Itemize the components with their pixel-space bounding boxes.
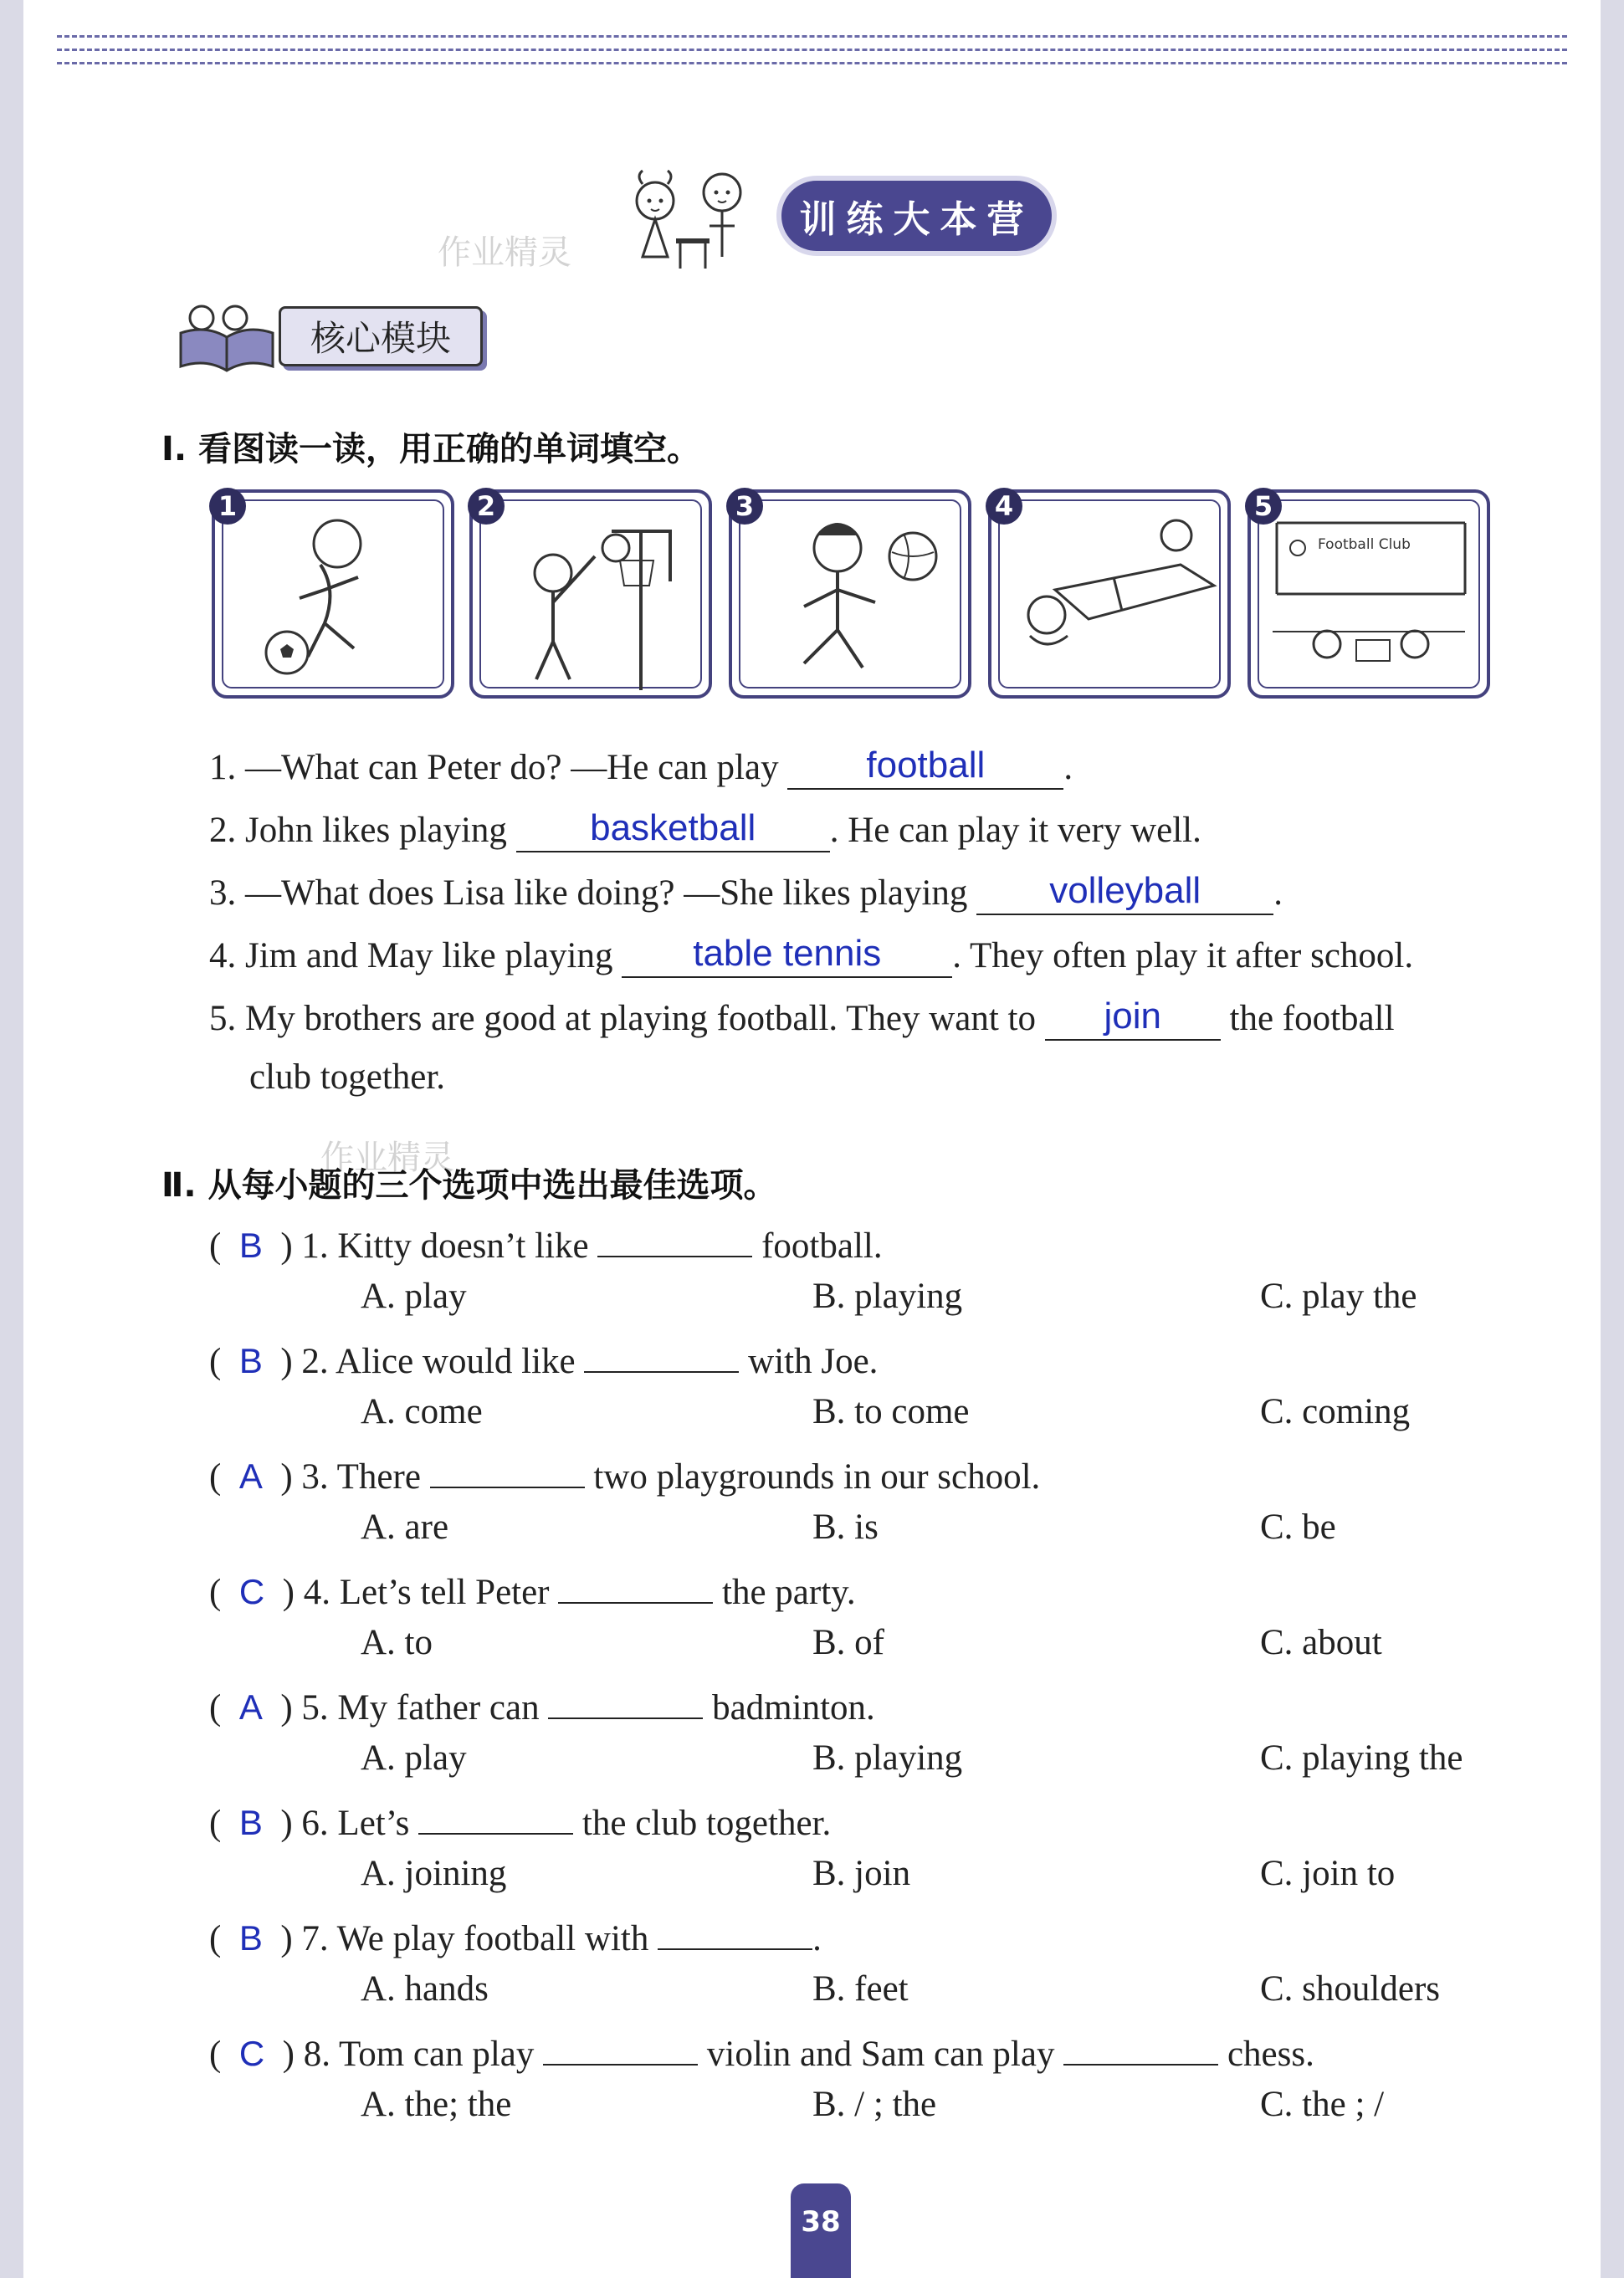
top-dash-divider xyxy=(57,49,1567,51)
item-text: . xyxy=(1273,873,1283,913)
answer-text: join xyxy=(1104,996,1161,1037)
question-7: ( B ) 7. We play football with . xyxy=(209,1918,822,1958)
picture-1 xyxy=(212,489,454,699)
question-stem: 2. Alice would like xyxy=(301,1342,585,1381)
question-2: ( B ) 2. Alice would like with Joe. xyxy=(209,1341,879,1381)
fill-item-5-continuation: club together. xyxy=(249,1057,446,1097)
top-dash-divider xyxy=(57,35,1567,38)
option-c[interactable]: C. be xyxy=(1260,1508,1336,1547)
question-stem: violin and Sam can play xyxy=(698,2035,1064,2074)
option-b[interactable]: B. playing xyxy=(812,1738,963,1778)
choice-answer[interactable]: A xyxy=(238,1456,263,1496)
choice-answer[interactable]: B xyxy=(238,1341,263,1380)
answer-text: table tennis xyxy=(693,933,882,974)
choice-answer[interactable]: B xyxy=(238,1918,263,1958)
stem-blank xyxy=(1063,2039,1218,2066)
option-c[interactable]: C. playing the xyxy=(1260,1738,1463,1778)
option-c[interactable]: C. shoulders xyxy=(1260,1969,1440,2009)
fill-item-2 xyxy=(209,807,1201,852)
option-a[interactable]: A. joining xyxy=(361,1854,507,1893)
choice-answer[interactable]: A xyxy=(238,1687,263,1727)
picture-number: 3 xyxy=(726,488,763,525)
top-dash-divider xyxy=(57,62,1567,64)
option-b[interactable]: B. feet xyxy=(812,1969,909,2009)
picture-number: 2 xyxy=(468,488,505,525)
stem-blank xyxy=(658,1923,812,1950)
option-a[interactable]: A. the; the xyxy=(361,2085,512,2124)
question-stem: 5. My father can xyxy=(301,1688,549,1728)
stem-blank xyxy=(418,1808,573,1835)
volleyball-player-icon xyxy=(737,498,963,690)
answer-blank[interactable] xyxy=(516,807,830,852)
answer-blank[interactable] xyxy=(787,747,1063,790)
option-a[interactable]: A. are xyxy=(361,1508,449,1547)
kids-reading-icon xyxy=(617,159,785,284)
option-c[interactable]: C. the ; / xyxy=(1260,2085,1385,2124)
watermark: 作业精灵 xyxy=(438,233,571,272)
choice-answer[interactable]: C xyxy=(238,2034,265,2073)
picture-number: 5 xyxy=(1245,488,1282,525)
option-a[interactable]: A. play xyxy=(361,1738,467,1778)
question-1: ( B ) 1. Kitty doesn’t like football. xyxy=(209,1226,883,1266)
picture-3 xyxy=(729,489,971,699)
section-2-heading: Ⅱ. 从每小题的三个选项中选出最佳选项。 xyxy=(161,1166,777,1205)
picture-number: 1 xyxy=(209,488,246,525)
football-club-icon xyxy=(1256,498,1482,690)
item-text: the football xyxy=(1220,999,1395,1038)
item-text: . He can play it very well. xyxy=(829,811,1201,850)
answer-text: basketball xyxy=(590,807,756,848)
option-a[interactable]: A. play xyxy=(361,1277,467,1316)
option-a[interactable]: A. to xyxy=(361,1623,433,1662)
question-stem: chess. xyxy=(1218,2035,1314,2074)
item-text: . xyxy=(1063,748,1073,787)
option-b[interactable]: B. / ; the xyxy=(812,2085,937,2124)
stem-blank xyxy=(558,1577,713,1604)
answer-blank[interactable] xyxy=(622,935,952,978)
football-club-sign: Football Club xyxy=(1318,536,1411,553)
stem-blank xyxy=(430,1462,585,1488)
question-stem: two playgrounds in our school. xyxy=(584,1457,1041,1497)
open-book-icon xyxy=(172,299,281,375)
item-text: 1. —What can Peter do? —He can play xyxy=(209,748,788,787)
fill-item-5 xyxy=(209,998,1395,1041)
question-4: ( C ) 4. Let’s tell Peter the party. xyxy=(209,1572,856,1612)
stem-blank xyxy=(597,1231,752,1257)
stem-blank xyxy=(584,1346,739,1373)
section-1-heading: Ⅰ. 看图读一读，用正确的单词填空。 xyxy=(161,430,701,468)
item-text: 5. My brothers are good at playing football. They want to xyxy=(209,999,1045,1038)
answer-text: football xyxy=(866,745,986,786)
picture-5 xyxy=(1247,489,1490,699)
question-stem: with Joe. xyxy=(739,1342,879,1381)
option-b[interactable]: B. playing xyxy=(812,1277,963,1316)
answer-blank[interactable] xyxy=(1045,998,1221,1041)
basketball-player-icon xyxy=(478,498,704,690)
worksheet-page xyxy=(23,0,1601,2278)
fill-item-3 xyxy=(209,870,1283,915)
fill-item-1 xyxy=(209,747,1073,790)
item-text: 2. John likes playing xyxy=(209,811,516,850)
question-stem: . xyxy=(812,1919,822,1958)
table-tennis-icon xyxy=(996,498,1222,690)
option-a[interactable]: A. come xyxy=(361,1392,483,1431)
module-label: 核心模块 xyxy=(279,306,483,366)
choice-answer[interactable]: C xyxy=(238,1572,265,1611)
question-stem: football. xyxy=(752,1226,883,1266)
answer-text: volleyball xyxy=(1049,870,1201,911)
option-b[interactable]: B. join xyxy=(812,1854,911,1893)
option-a[interactable]: A. hands xyxy=(361,1969,489,2009)
answer-blank[interactable] xyxy=(976,870,1273,915)
option-b[interactable]: B. of xyxy=(812,1623,884,1662)
option-c[interactable]: C. about xyxy=(1260,1623,1382,1662)
question-stem: the party. xyxy=(713,1573,856,1612)
question-8: ( C ) 8. Tom can play violin and Sam can play chess. xyxy=(209,2034,1314,2074)
question-stem: 7. We play football with xyxy=(301,1919,658,1958)
watermark: 作业精灵 xyxy=(320,1139,454,1177)
choice-answer[interactable]: B xyxy=(238,1226,263,1265)
question-stem: 4. Let’s tell Peter xyxy=(303,1573,559,1612)
section-banner: 训练大本营 xyxy=(776,176,1057,256)
picture-4 xyxy=(988,489,1231,699)
option-c[interactable]: C. coming xyxy=(1260,1392,1411,1431)
question-stem: the club together. xyxy=(573,1804,832,1843)
question-stem: 1. Kitty doesn’t like xyxy=(301,1226,598,1266)
item-text: 3. —What does Lisa like doing? —She likes playing xyxy=(209,873,977,913)
option-b[interactable]: B. to come xyxy=(812,1392,970,1431)
stem-blank xyxy=(543,2039,698,2066)
question-stem: 8. Tom can play xyxy=(303,2035,544,2074)
item-text: . They often play it after school. xyxy=(952,936,1414,975)
football-player-icon xyxy=(220,498,446,690)
fill-item-4 xyxy=(209,935,1413,978)
question-stem: 3. There xyxy=(301,1457,430,1497)
question-stem: 6. Let’s xyxy=(301,1804,419,1843)
choice-answer[interactable]: B xyxy=(238,1803,263,1842)
question-5: ( A ) 5. My father can badminton. xyxy=(209,1687,875,1728)
option-c[interactable]: C. play the xyxy=(1260,1277,1417,1316)
page-number: 38 xyxy=(791,2183,851,2278)
stem-blank xyxy=(548,1692,703,1719)
picture-2 xyxy=(469,489,712,699)
question-6: ( B ) 6. Let’s the club together. xyxy=(209,1803,832,1843)
picture-number: 4 xyxy=(986,488,1022,525)
option-c[interactable]: C. join to xyxy=(1260,1854,1396,1893)
question-stem: badminton. xyxy=(703,1688,875,1728)
option-b[interactable]: B. is xyxy=(812,1508,879,1547)
question-3: ( A ) 3. There two playgrounds in our school. xyxy=(209,1456,1041,1497)
item-text: 4. Jim and May like playing xyxy=(209,936,622,975)
